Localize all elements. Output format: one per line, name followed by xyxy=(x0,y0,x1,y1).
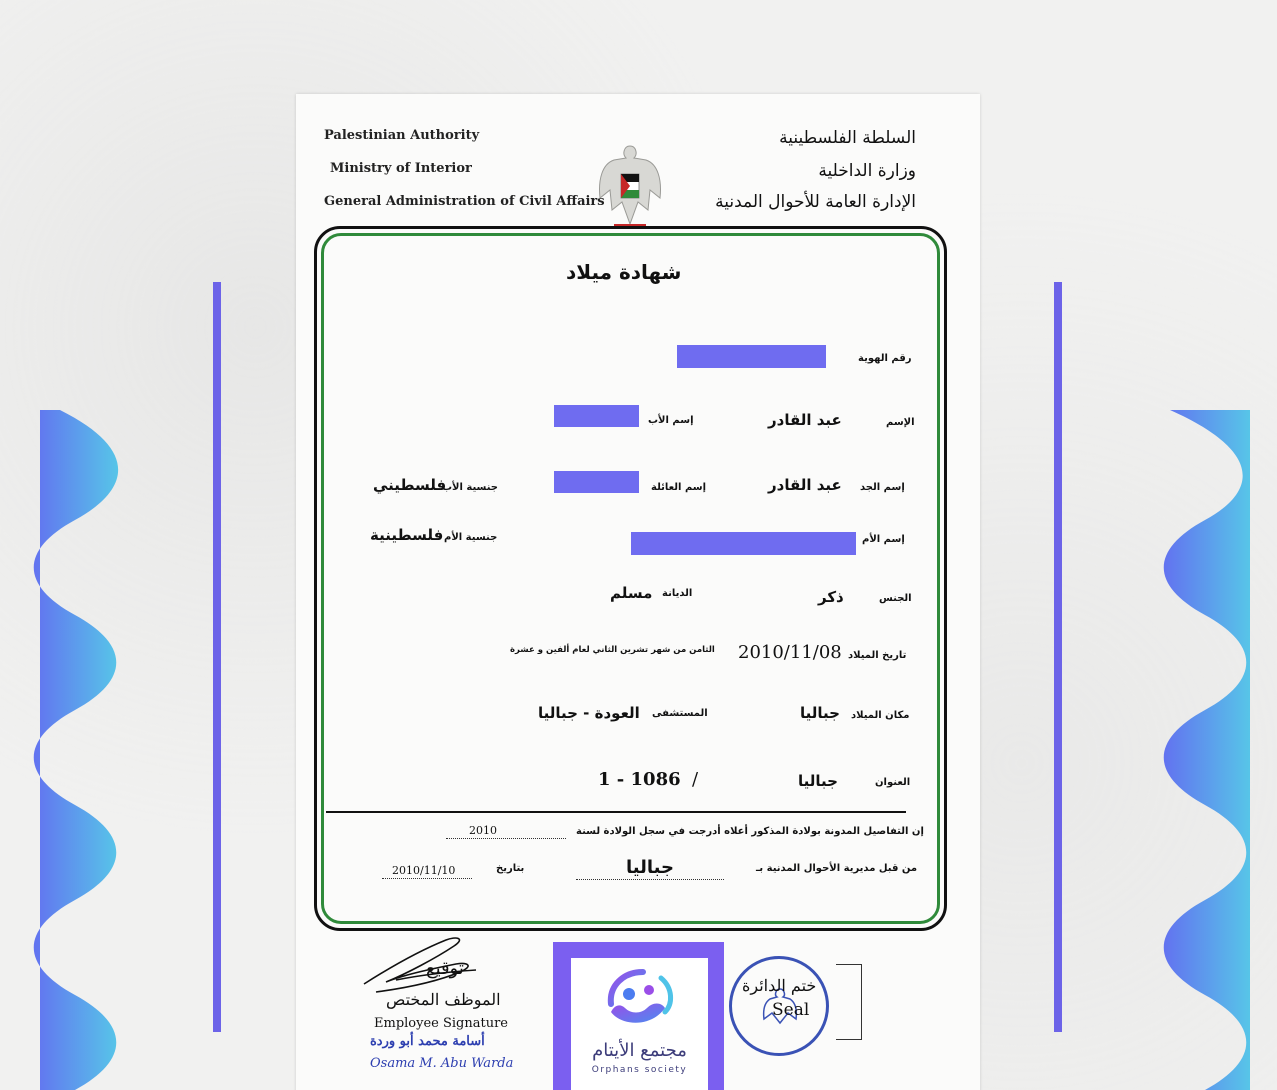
address-value: جباليا xyxy=(798,772,838,790)
family-logo-icon xyxy=(603,968,675,1030)
id-label: رقم الهوية xyxy=(858,353,912,364)
issued-place-line xyxy=(576,879,724,880)
issued-date-line xyxy=(382,878,472,879)
religion-value: مسلم xyxy=(610,584,653,602)
dob-value: 2010/11/08 xyxy=(738,642,842,663)
header-en-ministry: Ministry of Interior xyxy=(330,161,472,176)
header-en-administration: General Administration of Civil Affairs xyxy=(324,194,605,209)
officer-stamp-name-en: Osama M. Abu Warda xyxy=(370,1056,514,1071)
employee-signature-label: Employee Signature xyxy=(374,1016,508,1031)
officer-stamp-name-ar: أسامة محمد أبو وردة xyxy=(370,1034,485,1049)
accent-bar-right xyxy=(1054,282,1062,1032)
mother-nationality-value: فلسطينية xyxy=(370,526,444,544)
father-nationality-label: جنسية الأب xyxy=(442,482,499,493)
name-value: عبد القادر xyxy=(768,411,842,429)
mother-label: إسم الأم xyxy=(862,534,905,545)
decorative-wave-right xyxy=(1150,410,1260,1090)
religion-label: الديانة xyxy=(662,588,693,599)
seal-label-en: Seal xyxy=(772,1000,810,1020)
header-ar-administration: الإدارة العامة للأحوال المدنية xyxy=(715,192,916,212)
registry-year-line xyxy=(446,838,566,839)
registry-year: 2010 xyxy=(469,824,497,837)
hospital-label: المستشفى xyxy=(652,708,708,719)
issued-by-text: من قبل مديرية الأحوال المدنية بـ xyxy=(756,863,918,874)
birth-certificate xyxy=(296,94,980,1090)
orphans-society-logo xyxy=(571,958,708,1090)
gender-value: ذكر xyxy=(818,588,844,606)
name-label: الإسم xyxy=(886,417,915,428)
sign-label-ar: توقيع xyxy=(426,958,464,979)
father-label: إسم الأب xyxy=(648,415,694,426)
accent-bar-left xyxy=(213,282,221,1032)
eagle-emblem-icon xyxy=(594,140,666,232)
father-nationality-value: فلسطيني xyxy=(373,476,447,494)
seal-box xyxy=(836,964,862,1040)
logo-name-ar: مجتمع الأيتام xyxy=(592,1040,687,1061)
header-en-authority: Palestinian Authority xyxy=(324,128,480,143)
grandfather-value: عبد القادر xyxy=(768,476,842,494)
mother-nationality-label: جنسية الأم xyxy=(444,532,498,543)
grandfather-label: إسم الجد xyxy=(860,482,905,493)
redacted-mother-name xyxy=(631,532,856,555)
certificate-frame-inner xyxy=(321,233,940,924)
section-divider xyxy=(326,811,906,813)
logo-name-en: Orphans society xyxy=(591,1065,688,1075)
hospital-value: العودة - جباليا xyxy=(538,704,640,722)
gender-label: الجنس xyxy=(879,593,912,604)
address-number: 1 - 1086 xyxy=(598,769,681,790)
seal-label-ar: ختم الدائرة xyxy=(742,976,817,995)
issued-date: 2010/11/10 xyxy=(392,864,456,877)
dob-label: تاريخ الميلاد xyxy=(848,650,907,661)
certificate-title: شهادة ميلاد xyxy=(566,260,682,284)
redacted-father-name xyxy=(554,405,639,427)
header-ar-ministry: وزارة الداخلية xyxy=(818,161,916,181)
header-ar-authority: السلطة الفلسطينية xyxy=(779,128,916,148)
pob-label: مكان الميلاد xyxy=(851,710,910,721)
family-label: إسم العائلة xyxy=(651,482,707,493)
address-separator: / xyxy=(692,769,699,790)
registry-text: إن التفاصيل المدونة بولادة المذكور أعلاه أدرجت في سجل الولادة لسنة xyxy=(576,826,924,837)
issued-place: جباليا xyxy=(626,857,674,878)
issued-date-label: بتاريخ xyxy=(496,863,525,874)
address-label: العنوان xyxy=(875,777,911,788)
pob-value: جباليا xyxy=(800,704,840,722)
redacted-id-number xyxy=(677,345,826,368)
dob-words: الثامن من شهر تشرين الثاني لعام ألفين و عشرة xyxy=(510,645,715,655)
redacted-family-name xyxy=(554,471,639,493)
officer-label-ar: الموظف المختص xyxy=(386,990,501,1009)
decorative-wave-left xyxy=(20,410,130,1090)
